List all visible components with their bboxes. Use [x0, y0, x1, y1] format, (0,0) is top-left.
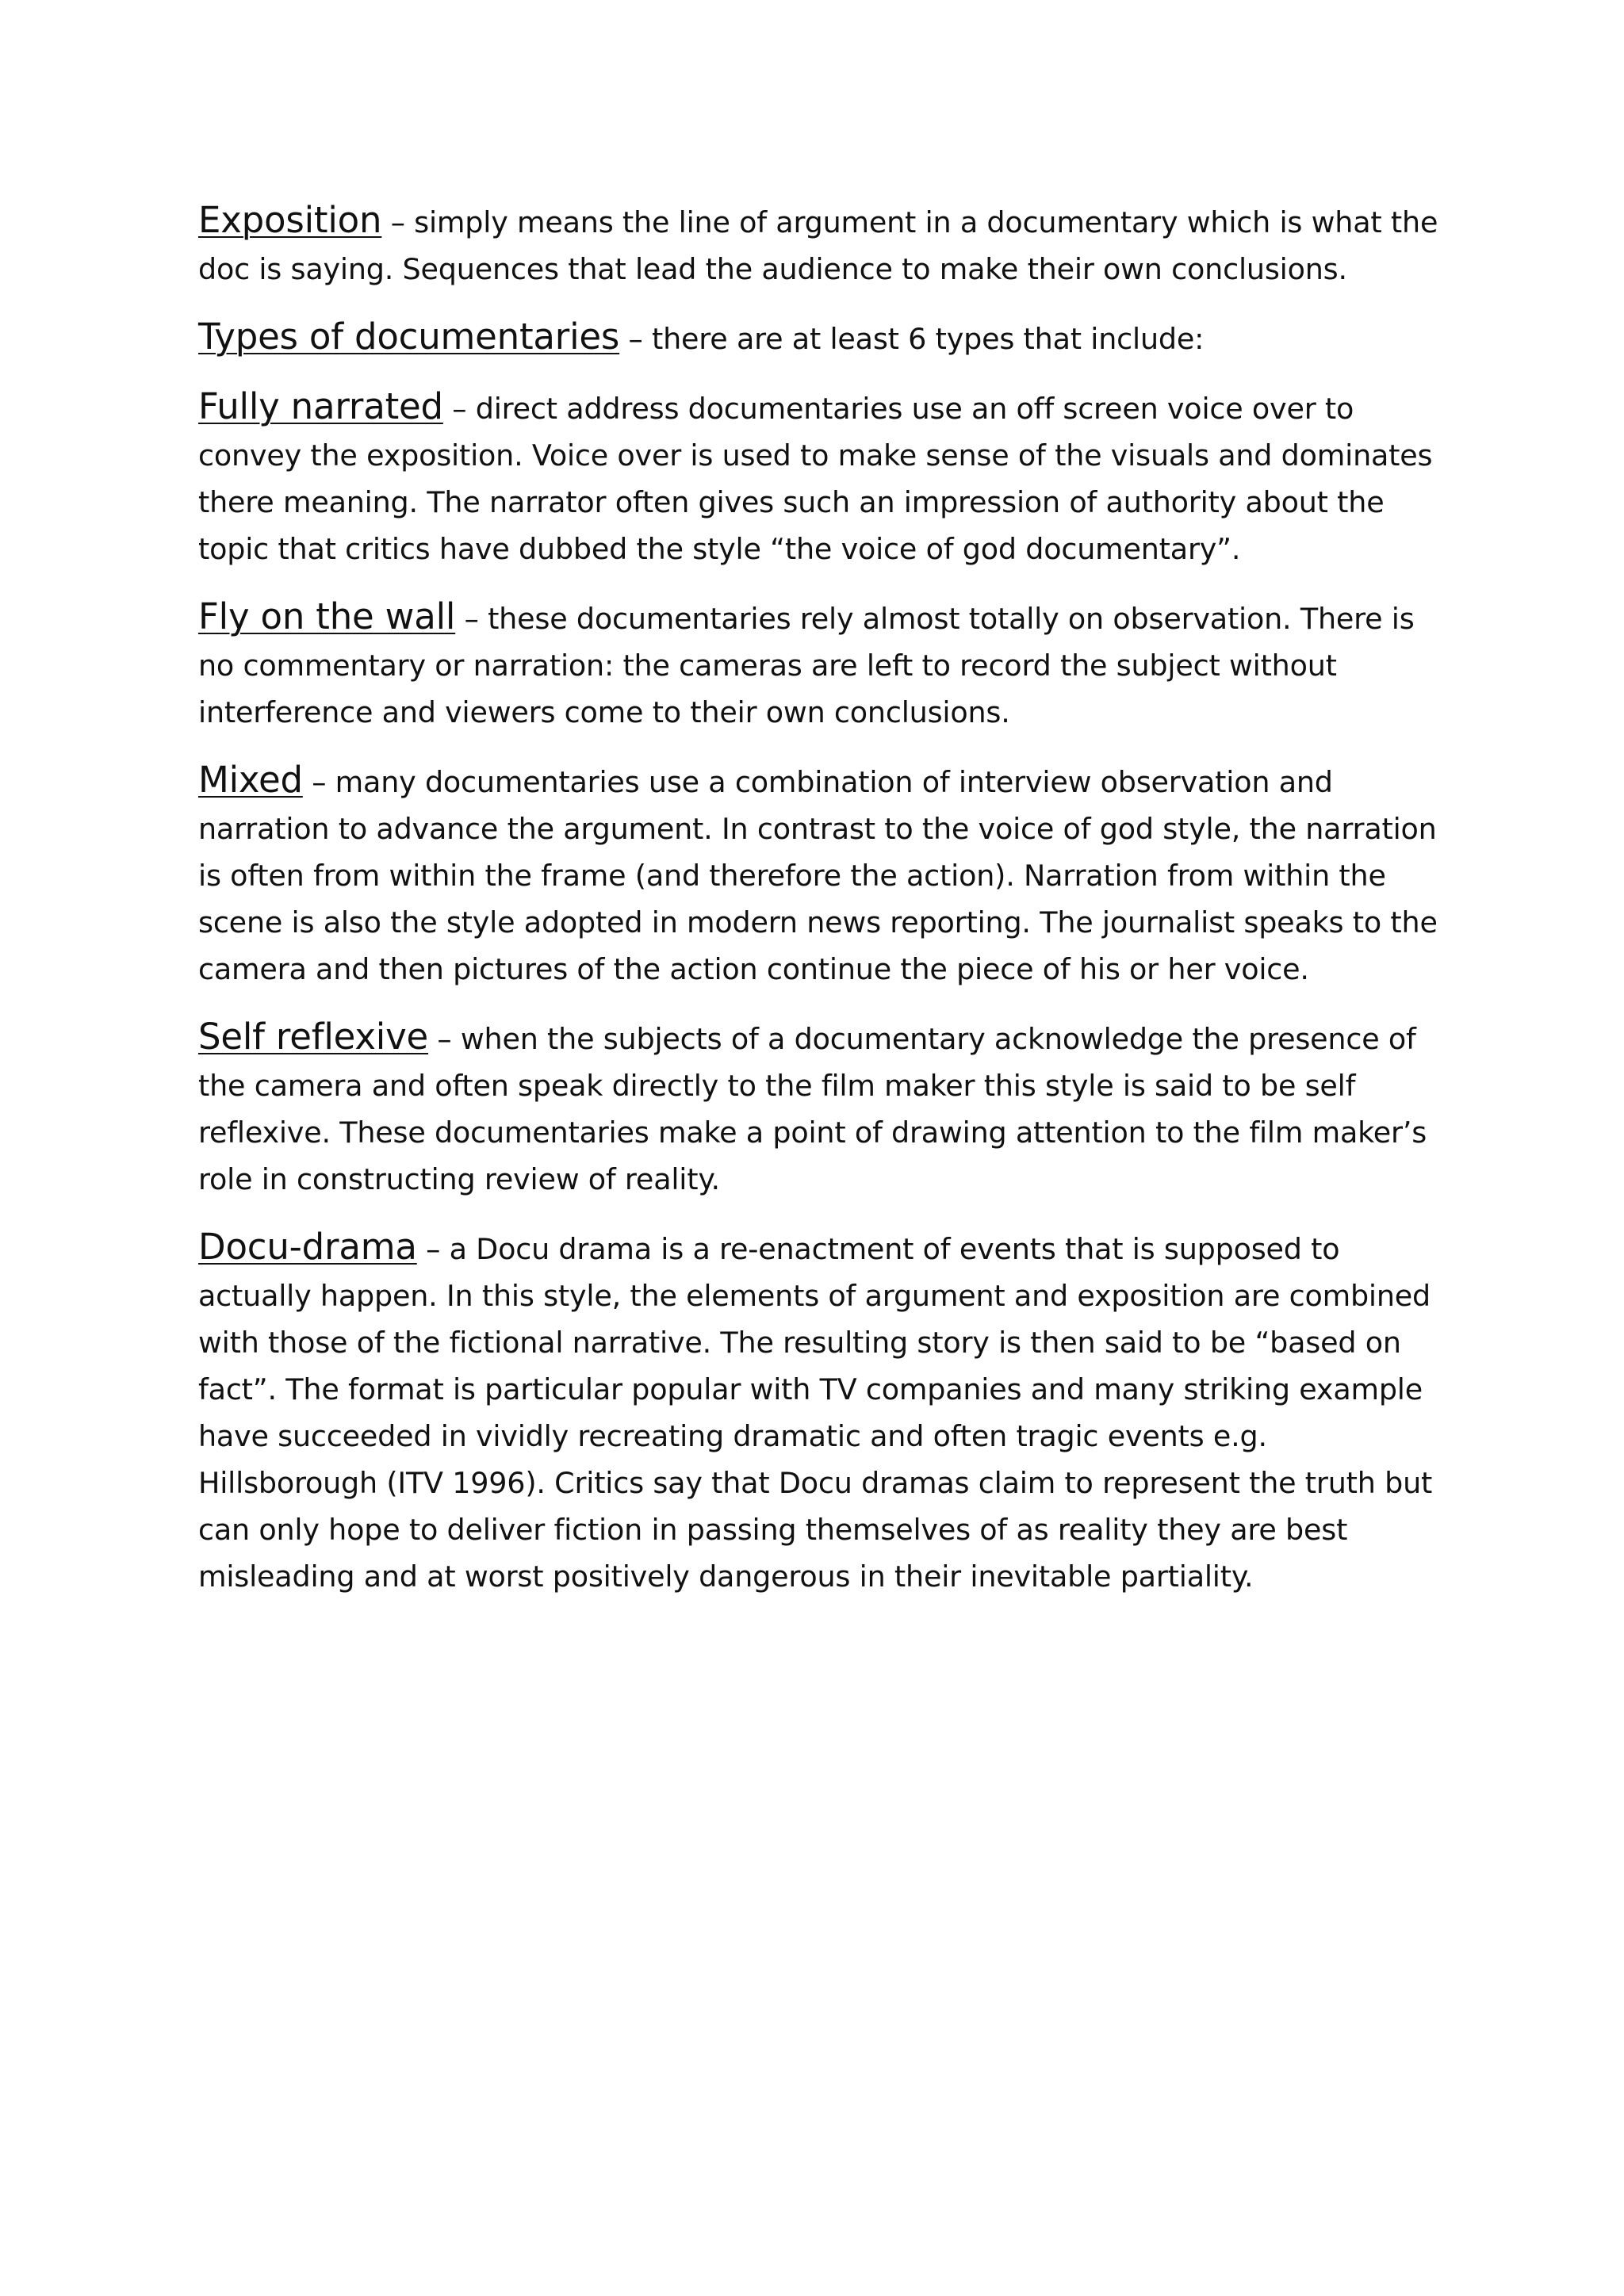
paragraph-docu-drama	[198, 1223, 1451, 1600]
term-self-reflexive: Self reflexive	[198, 1016, 428, 1058]
document-body	[198, 197, 1451, 1621]
definition-types-of-documentaries: – there are at least 6 types that include:	[619, 322, 1205, 356]
term-fly-on-the-wall: Fly on the wall	[198, 595, 456, 637]
definition-fully-narrated: – direct address documentaries use an off screen voice over to convey the exposition. Voice over is used to make sense of the visuals and dominates there meaning. The narrator often gives such an impression of authority about the topic that critics have dubbed the style “the voice of god documentary”.	[198, 392, 1433, 566]
paragraph-mixed	[198, 756, 1451, 993]
definition-fly-on-the-wall: – these documentaries rely almost totally on observation. There is no commentary or narration: the cameras are left to record the subject without interference and viewers come to their own conclusions.	[198, 602, 1415, 729]
paragraph-types-of-documentaries	[198, 313, 1451, 362]
definition-mixed: – many documentaries use a combination of interview observation and narration to advance the argument. In contrast to the voice of god style, the narration is often from within the frame (and therefore the action). Narration from within the scene is also the style adopted in modern news reporting. The journalist speaks to the camera and then pictures of the action continue the piece of his or her voice.	[198, 765, 1438, 986]
term-mixed: Mixed	[198, 759, 303, 801]
definition-self-reflexive: – when the subjects of a documentary acknowledge the presence of the camera and often speak directly to the film maker this style is said to be self reflexive. These documentaries make a point of drawing attention to the film maker’s role in constructing review of reality.	[198, 1022, 1427, 1196]
paragraph-fully-narrated	[198, 383, 1451, 572]
definition-exposition: – simply means the line of argument in a documentary which is what the doc is saying. Sequences that lead the audience to make their own conclusions.	[198, 205, 1438, 286]
paragraph-self-reflexive	[198, 1013, 1451, 1203]
definition-docu-drama: – a Docu drama is a re-enactment of events that is supposed to actually happen. In this style, the elements of argument and exposition are combined with those of the fictional narrative. The resulting story is then said to be “based on fact”. The format is particular popular with TV companies and many striking example have succeeded in vividly recreating dramatic and often tragic events e.g. Hillsborough (ITV 1996). Critics say that Docu dramas claim to represent the truth but can only hope to deliver fiction in passing themselves of as reality they are best misleading and at worst positively dangerous in their inevitable partiality.	[198, 1232, 1433, 1594]
paragraph-exposition	[198, 197, 1451, 293]
paragraph-fly-on-the-wall	[198, 593, 1451, 736]
term-types-of-documentaries: Types of documentaries	[198, 316, 620, 358]
term-fully-narrated: Fully narrated	[198, 385, 443, 427]
term-docu-drama: Docu-drama	[198, 1226, 417, 1268]
term-exposition: Exposition	[198, 199, 382, 241]
